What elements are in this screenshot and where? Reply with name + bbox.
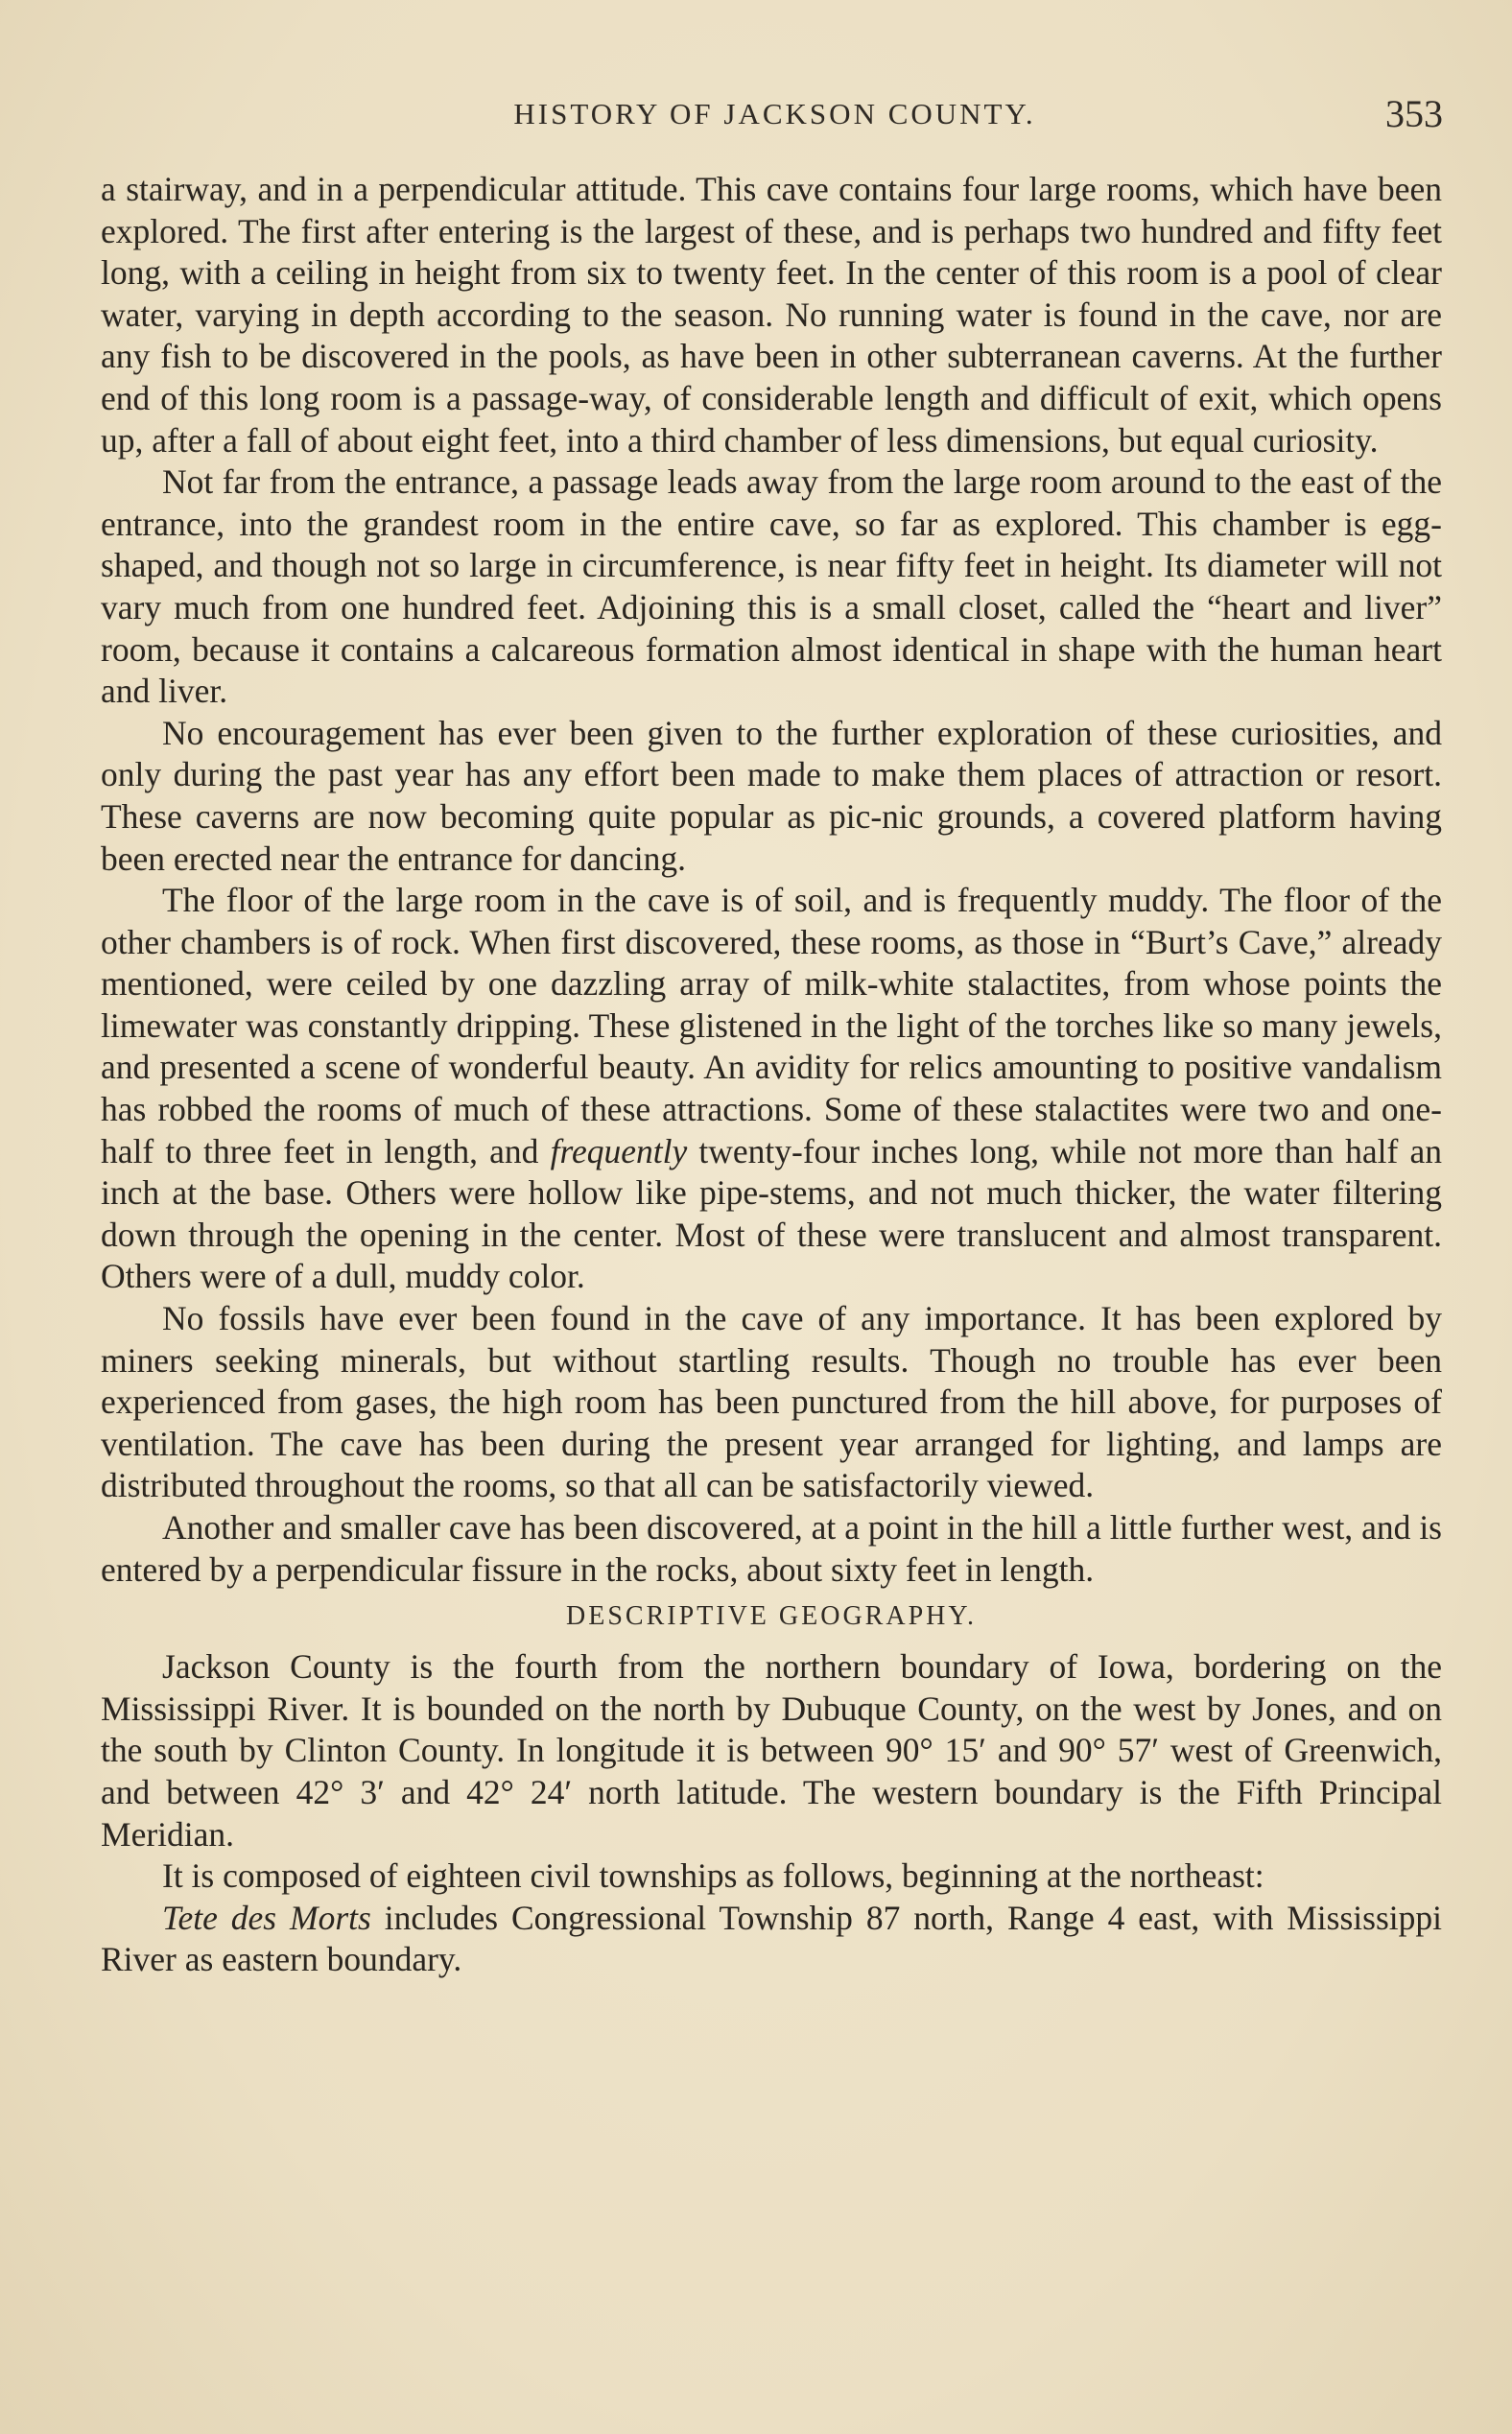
italic-frequently: frequently [550,1131,688,1170]
stalactites-text-a: The floor of the large room in the cave is of soil, and is frequently muddy. The floor of the other chambers is of rock. When first discovered, these rooms, as those in “Burt’s Cave,” already mentioned, were ceiled by one dazzling array of milk-white stalactites, from whose points the limewater was constantly dripping. These glistened in the light of the torches like so many jewels, and presented a scene of wonderful beauty. An avidity for relics amounting to positive vandalism has robbed the rooms of much of these attractions. Some of these stalactites were two and one-half to three feet in length, and [101,881,1442,1170]
page-header [101,91,1449,139]
paragraph-tete-des-morts [101,1898,1442,1981]
tete-des-morts-text: includes Congressional Township 87 north, Range 4 east, with Mississippi River as eastern boundary. [101,1898,1443,1979]
section-heading: DESCRIPTIVE GEOGRAPHY. [566,1601,977,1632]
paragraph-smaller-cave: Another and smaller cave has been discovered, at a point in the hill a little further west, and is entered by a perpendicular fissure in the rocks, about sixty feet in length. [101,1508,1442,1589]
stalactites-text-b: twenty-four inches long, while not more than half an inch at the base. Others were hollow like pipe-stems, and not much thicker, the water filtering down through the opening in the center. Most of these were translucent and almost transparent. Others were of a dull, muddy color. [101,1131,1442,1296]
body-text [101,169,1442,1981]
paragraph-fossils: No fossils have ever been found in the cave of any importance. It has been explored by miners seeking minerals, but without startling results. Though no trouble has ever been experienced from gases, the high room has been punctured from the hill above, for purposes of ventilation. The cave has been during the present year arranged for lighting, and lamps are distributed throughout the rooms, so that all can be satisfactorily viewed. [101,1299,1442,1505]
paragraph-encouragement: No encouragement has ever been given to the further exploration of these curiosities, and only during the past year has any effort been made to make them places of attraction or resort. These caverns are now becoming quite popular as pic-nic grounds, a covered platform having been erected near the entrance for dancing. [101,713,1442,878]
paragraph-jackson-county: Jackson County is the fourth from the northern boundary of Iowa, bordering on the Mississippi River. It is bounded on the north by Dubuque County, on the west by Jones, and on the south by Clinton County. In longitude it is between 90° 15′ and 90° 57′ west of Greenwich, and between 42° 3′ and 42° 24′ north latitude. The western boundary is the Fifth Principal Meridian. [101,1647,1442,1854]
running-head: HISTORY OF JACKSON COUNTY. [513,97,1036,130]
page-number: 353 [1385,92,1443,135]
paragraph-cave-rooms: a stairway, and in a perpendicular attitude. This cave contains four large rooms, which have been explored. The first after entering is the largest of these, and is perhaps two hundred and fifty feet long, with a ceiling in height from six to twenty feet. In the center of this room is a pool of clear water, varying in depth according to the season. No running water is found in the cave, nor are any fish to be discovered in the pools, as have been in other subterranean caverns. At the further end of this long room is a passage-way, of considerable length and difficult of exit, which opens up, after a fall of about eight feet, into a third chamber of less dimensions, but equal curiosity. [101,170,1442,460]
italic-tete-des-morts: Tete des Morts [162,1898,371,1937]
paragraph-townships: It is composed of eighteen civil townships as follows, beginning at the northeast: [162,1856,1264,1896]
paragraph-grand-room: Not far from the entrance, a passage leads away from the large room around to the east of the entrance, into the grandest room in the entire cave, so far as explored. This chamber is egg-shaped, and though not so large in circumference, is near fifty feet in height. Its diameter will not vary much from one hundred feet. Adjoining this is a small closet, called the “heart and liver” room, because it contains a calcareous formation almost identical in shape with the human heart and liver. [101,462,1442,711]
paragraph-stalactites [101,880,1442,1298]
